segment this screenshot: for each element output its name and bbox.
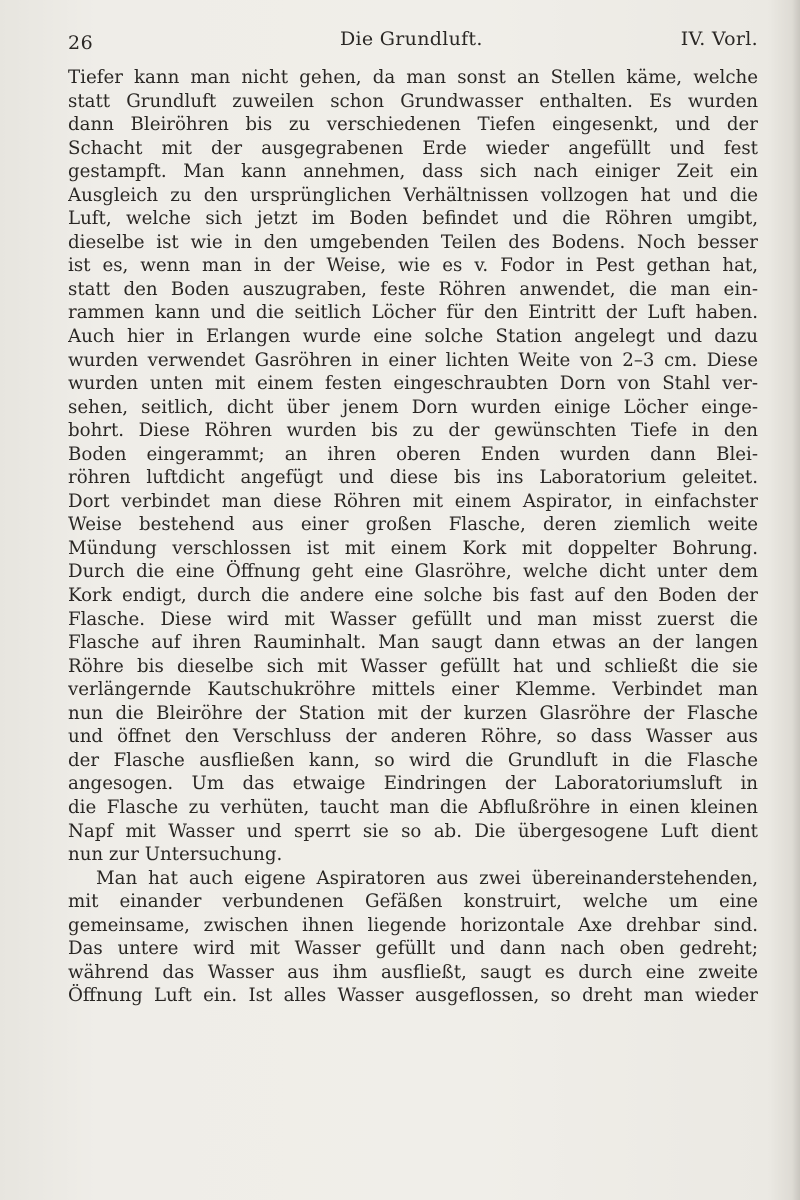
text-line: angesogen. Um das etwaige Eindringen der Laboratoriumsluft in <box>68 773 758 795</box>
text-line: Schacht mit der ausgegrabenen Erde wieder angefüllt und fest <box>68 137 758 159</box>
text-line: statt Grundluft zuweilen schon Grundwasser enthalten. Es wurden <box>68 90 758 112</box>
text-line: nun die Bleiröhre der Station mit der kurzen Glasröhre der Flasche <box>68 702 758 724</box>
text-line: Auch hier in Erlangen wurde eine solche Station angelegt und dazu <box>68 326 758 348</box>
text-line: wurden unten mit einem festen eingeschraubten Dorn von Stahl ver- <box>68 373 758 395</box>
text-line: Ausgleich zu den ursprünglichen Verhältnissen vollzogen hat und die <box>68 184 758 206</box>
text-line: Tiefer kann man nicht gehen, da man sonst an Stellen käme, welche <box>68 67 758 88</box>
text-line: Flasche. Diese wird mit Wasser gefüllt und man misst zuerst die <box>68 608 758 630</box>
text-line: mit einander verbundenen Gefäßen konstruirt, welche um eine <box>68 891 758 913</box>
running-title: Die Grundluft. <box>340 28 483 50</box>
text-line: Boden eingerammt; an ihren oberen Enden wurden dann Blei- <box>68 443 758 465</box>
section-label: IV. Vorl. <box>680 28 758 50</box>
text-line: Mündung verschlossen ist mit einem Kork mit doppelter Bohrung. <box>68 537 758 559</box>
text-line: sehen, seitlich, dicht über jenem Dorn wurden einige Löcher einge- <box>68 396 758 418</box>
text-line: Luft, welche sich jetzt im Boden befindet und die Röhren umgibt, <box>68 208 758 230</box>
text-line: statt den Boden auszugraben, feste Röhren anwendet, die man ein- <box>68 278 758 300</box>
text-line: gestampft. Man kann annehmen, dass sich nach einiger Zeit ein <box>68 161 758 183</box>
text-line: Man hat auch eigene Aspiratoren aus zwei übereinanderstehenden, <box>96 867 758 889</box>
text-line: und öffnet den Verschluss der anderen Röhre, so dass Wasser aus <box>68 726 758 748</box>
text-line: gemeinsame, zwischen ihnen liegende horizontale Axe drehbar sind. <box>68 914 758 936</box>
text-line: Kork endigt, durch die andere eine solche bis fast auf den Boden der <box>68 585 758 607</box>
text-line: Öffnung Luft ein. Ist alles Wasser ausgeflossen, so dreht man wieder <box>68 985 758 1007</box>
text-line: wurden verwendet Gasröhren in einer lichten Weite von 2–3 cm. Diese <box>68 349 758 371</box>
text-line: nun zur Untersuchung. <box>68 844 283 866</box>
text-line: während das Wasser aus ihm ausfließt, saugt es durch eine zweite <box>68 961 758 983</box>
text-line: Flasche auf ihren Rauminhalt. Man saugt dann etwas an der langen <box>68 632 758 654</box>
text-line: verlängernde Kautschukröhre mittels einer Klemme. Verbindet man <box>68 679 758 701</box>
text-line: bohrt. Diese Röhren wurden bis zu der gewünschten Tiefe in den <box>68 420 758 442</box>
text-line: die Flasche zu verhüten, taucht man die Abflußröhre in einen kleinen <box>68 796 758 818</box>
text-line: rammen kann und die seitlich Löcher für den Eintritt der Luft haben. <box>68 302 758 324</box>
text-line: dieselbe ist wie in den umgebenden Teilen des Bodens. Noch besser <box>68 231 758 253</box>
page-number: 26 <box>68 32 94 54</box>
text-line: Das untere wird mit Wasser gefüllt und dann nach oben gedreht; <box>68 938 758 960</box>
text-line: Röhre bis dieselbe sich mit Wasser gefüllt hat und schließt die sie <box>68 655 758 677</box>
text-line: ist es, wenn man in der Weise, wie es v. Fodor in Pest gethan hat, <box>68 255 758 277</box>
page-header <box>68 24 758 58</box>
text-line: der Flasche ausfließen kann, so wird die Grundluft in die Flasche <box>68 749 758 771</box>
page-edge-shadow <box>792 0 800 1200</box>
text-line: Napf mit Wasser und sperrt sie so ab. Die übergesogene Luft dient <box>68 820 758 842</box>
body-text <box>68 66 758 1008</box>
text-line: dann Bleiröhren bis zu verschiedenen Tiefen eingesenkt, und der <box>68 114 758 136</box>
text-line: Dort verbindet man diese Röhren mit einem Aspirator, in einfachster <box>68 490 758 512</box>
text-line: Weise bestehend aus einer großen Flasche, deren ziemlich weite <box>68 514 758 536</box>
text-line: Durch die eine Öffnung geht eine Glasröhre, welche dicht unter dem <box>68 561 758 583</box>
text-line: röhren luftdicht angefügt und diese bis ins Laboratorium geleitet. <box>68 467 758 489</box>
